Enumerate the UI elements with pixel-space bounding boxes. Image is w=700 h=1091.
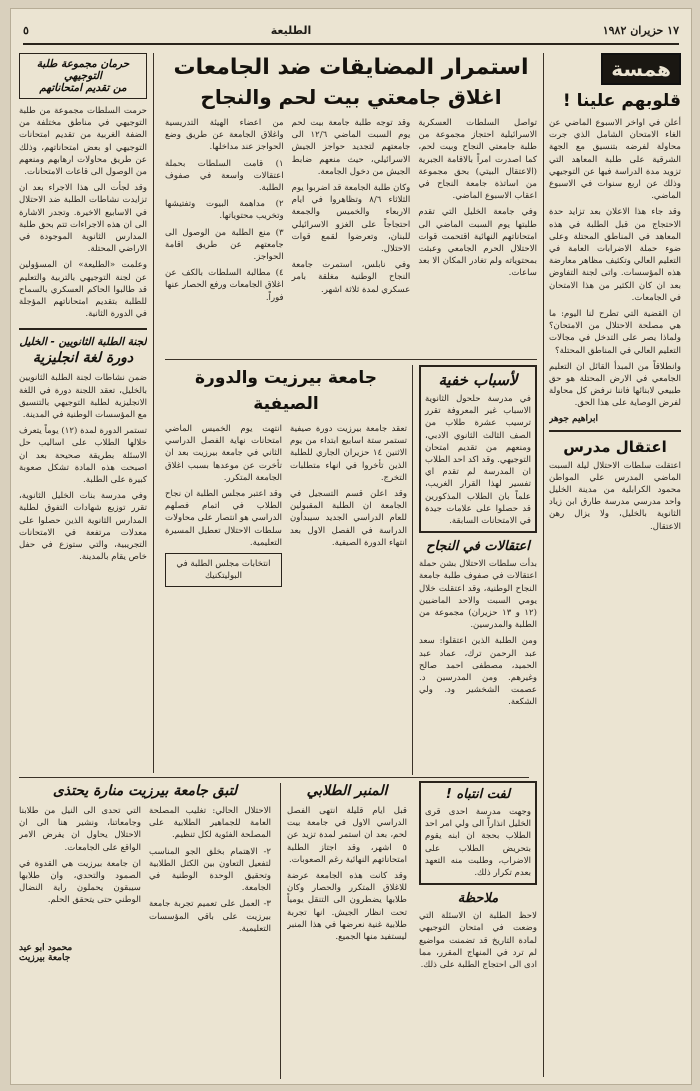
paragraph: وعلمت «الطليعة» ان المسؤولين عن لجنة التوجيهي بالتربية والتعليم قد طالبوا الحاكم العسكري بالسماح للطلبة بتقديم امتحاناتهم المؤجلة في الدورة الثانية. [19, 260, 147, 320]
kicker-line: من تقديم امتحاناتهم [39, 82, 127, 94]
left-mid-body [19, 372, 147, 563]
column-rule [153, 53, 154, 773]
section-rule [165, 359, 537, 360]
paragraph: وقد اعلن قسم التسجيل في الجامعة ان الطلبة المقبولين للعام الدراسي الجديد سيبدأون الدراسة في الفصل الاول بعد انتهاء الدورة الصيفية. [290, 489, 407, 548]
election-box: انتخابات مجلس الطلبة في البوليتكنيك [165, 553, 282, 587]
paragraph: وقد توجه طلبة جامعة بيت لحم يوم السبت الماضي ١٢/٦ الى جامعتهم لتجديد حواجز الجيش الاسرائيلي، حيث منعهم ضابط الجيش من دخول الجامعة. [291, 118, 411, 177]
paragraph: حرمت السلطات مجموعة من طلبة التوجيهي في مناطق مختلفة من الضفة الغربية من تقديم امتحانات التوجيهي او بعض امتحاناتهم، وذلك عن طريق محاولات ارهابهم ومنعهم من الوصول الى قاعات الامتحانات. [19, 106, 147, 178]
secret-body: في مدرسة حلحول الثانوية الاسباب غير المعروفة تقرر ترسيب عشرة طلاب من الصف الثالث الثانوي الادبي، ومنعهم من تقديم امتحان التوجيهي. وقد اكد احد الطلاب ان المدرسة لم تقدم اي تفسير لهذا القرار الغريب، علماً بان الطلاب المذكورين قد حصلوا على علامات جيدة في الامتحانات السابقة. [425, 394, 531, 527]
column-rule [543, 53, 544, 1077]
challenge-col2 [19, 805, 141, 939]
lead-headline-line1: استمرار المضايقات ضد الجامعات [173, 55, 529, 80]
issue-date: ١٧ حزيران ١٩٨٢ [602, 23, 679, 37]
paragraph: وقد لجأت الى هذا الاجراء بعد ان تزايدت نشاطات الطلبة ضد الاحتلال في الاسابيع الاخيرة. وتجدر الاشارة الى ان هذه الاجراءات تتم بحق طلبة المدارس الثانوية الموجودة في الاراضي المحتلة. [19, 183, 147, 255]
paragraph: وانطلاقاً من المبدأ القائل ان التعليم الجامعي في الارض المحتلة هو حق طبيعي لابنائها فاننا نرفض كل محاولة لفرض الوصاية على هذا الحق. [549, 361, 681, 409]
left-mid-kicker: لجنة الطلبة الثانويين - الخليل [19, 336, 147, 349]
birzeit-summer [165, 365, 407, 775]
paragraph: ان القضية التي تطرح لنا اليوم: ما هي مصلحة الاحتلال من الامتحان؟ ولماذا يصر على التدخل في مجالات التعليم العالي في المناطق المحتلة؟ [549, 309, 681, 356]
left-top-kicker [19, 53, 147, 99]
column-rule [412, 365, 413, 775]
birzeit-col2 [165, 423, 282, 587]
paragraph: وفي جامعة الخليل التي تقدم طلبتها يوم السبت الماضي الى امتحاناتهم النهائية اقتحمت قوات الاحتلال الحرم الجامعي وعبثت بمحتوياته ولم تغادر المكان الا بعد ساعات. [418, 207, 537, 279]
arrest-headline: اعتقال مدرس [563, 437, 667, 456]
lead-story [165, 53, 537, 353]
challenge-signature: جامعة بيرزيت [19, 953, 71, 964]
challenge-signature: محمود ابو عيد [19, 943, 73, 954]
paragraph: انتهت يوم الخميس الماضي امتحانات نهاية الفصل الدراسي الثاني في جامعة بيرزيت بعد ان تأخرت عن موعدها بسبب اغلاق الجامعة المتكرر. [165, 424, 282, 483]
paragraph: من اعضاء الهيئة التدريسية واغلاق الجامعة عن طريق وضع الحواجز عند مداخلها. [165, 118, 284, 153]
birzeit-challenge [19, 783, 271, 1079]
paragraph: بدأت سلطات الاحتلال بشن حملة اعتقالات في صفوف طلبة جامعة النجاح الوطنية، وقد اعتقلت خلال يومي السبت والاحد الماضيين (١٢ و ١٣ حزيران) مجموعة من الطلبة والمدرسين. [419, 559, 537, 631]
boxes-column [419, 365, 537, 775]
paragraph: تستمر الدورة لمدة (١٢) يوماً يتعرف خلالها الطلاب على اساليب حل الاسئلة بطريقة صحيحة بعد ان اصبحت هذه المادة تشكل صعوبة كبيرة على الطلبة. [19, 426, 147, 486]
paragraph: ضمن نشاطات لجنة الطلبة الثانويين بالخليل، تعقد اللجنة دورة في اللغة الانجليزية لطلبة التوجيهي بالتنسيق مع المؤسسات الوطنية في المدينة. [19, 373, 147, 421]
podium-headline: المنبر الطلابي [306, 783, 388, 799]
paragraph: التي تحدى الى النيل من طلابنا وجامعاتنا، ونشير هنا الى ان الاحتلال يحاول ان يفرض الامر الواقع على الجامعات. [19, 806, 141, 853]
paragraph: وفي نابلس، استمرت جامعة النجاح الوطنية مغلقة بامر عسكري لمدة ثلاثة اشهر. [291, 260, 411, 295]
column-rule [280, 783, 281, 1079]
student-podium [287, 783, 407, 1079]
attention-box [419, 781, 537, 885]
lead-headline-line2: اغلاق جامعتي بيت لحم والنجاح [200, 85, 502, 109]
najah-headline: اعتقالات في النجاح [426, 539, 530, 555]
paragraph: وكان طلبة الجامعة قد اضربوا يوم الثلاثاء ٨/٦ وتظاهروا في ايام الاربعاء والخميس والجمعة احتجاجاً على الغزو الاسرائيلي للبنان، وتعرضوا لقمع قوات الاحتلال. [291, 183, 411, 255]
paragraph: تعقد جامعة بيرزيت دورة صيفية تستمر ستة اسابيع ابتداء من يوم الاثنين ١٤ حزيران الجاري للطلبة الذين تأخروا في انهاء متطلبات التخرج. [290, 424, 407, 483]
lead-col3 [165, 117, 284, 308]
secret-box [419, 365, 537, 533]
note-headline: ملاحظة [457, 891, 499, 907]
attention-note [419, 781, 537, 1081]
lead-col1 [418, 117, 537, 308]
lead-col2 [292, 117, 411, 308]
birzeit-col1 [290, 423, 407, 587]
left-column [19, 53, 147, 773]
birzeit-headline: جامعة بيرزيت والدورة الصيفية [195, 368, 377, 414]
najah-body [419, 558, 537, 708]
left-mid-kicker: دورة لغة انجليزية [32, 350, 134, 367]
running-header [23, 17, 679, 45]
attention-body: وجهت مدرسة احدى قرى الخليل انذاراً الى ولي امر احد الطلاب بحجة ان ابنه يقوم بتحريض الطلاب على الاضراب، وطلبت منه التعهد بعدم تكرار ذلك. [425, 807, 531, 879]
right-body [549, 117, 681, 410]
podium-body [287, 805, 407, 943]
arrest-body: اعتقلت سلطات الاحتلال ليلة السبت الماضي المدرس علي المواطن محمود الكرابلية من مدينة الخليل واحد مدرسي مدرسة طارق ابن زياد الثانوية بالخليل، ولا يزال رهن الاعتقال. [549, 460, 681, 532]
paragraph: الاحتلال الحالي: تغليب المصلحة العامة للجماهير الطلابية على المصلحة الفئوية لكل تنظيم. [149, 806, 271, 841]
paragraph: وقد اعتبر مجلس الطلبة ان نجاح الطلاب في اتمام فصلهم الدراسي هو انتصار على محاولات سلطات الاحتلال تعطيل المسيرة التعليمية. [165, 489, 282, 548]
right-column [549, 53, 681, 1077]
paragraph: ٢) مداهمة البيوت وتفتيشها وتخريب محتوياتها. [165, 199, 284, 222]
hamsa-logo: همسة [601, 53, 681, 85]
paragraph: ٤) مطالبة السلطات بالكف عن اغلاق الجامعات ورفع الحصار عنها فوراً. [165, 268, 284, 303]
paragraph: تواصل السلطات العسكرية الاسرائيلية احتجاز مجموعة من طلبة جامعتي النجاح وبيت لحم، كما اصدرت امراً بالاقامة الجبرية (الاعتقال البيتي) بحق مجموعة من اساتذة جامعة النجاح في اعقاب الاسبوع الماضي. [418, 118, 537, 202]
attention-headline: لفت انتباه ! [445, 787, 511, 802]
paragraph: ٣- العمل على تعميم تجربة جامعة بيرزيت على باقي المؤسسات التعليمية. [149, 899, 271, 934]
paragraph: أعلن في اواخر الاسبوع الماضي عن الغاء الامتحان الشامل الذي جرت محاولة لفرضه بتنسيق مع الجهة الشرقية على طلبة المعاهد التي تزويد مدة الدراسة فيها عن التوجيهي وذلك عن اربع سنوات في الاسبوع الماضي. [549, 118, 681, 202]
left-top-body [19, 105, 147, 320]
paragraph: قبل ايام قليلة انتهى الفصل الدراسي الاول في جامعة بيت لحم، بعد ان استمر لمدة تزيد عن ٥ اشهر، وقد اجتاز الطلبة امتحاناتهم النهائية رغم الصعوبات. [287, 806, 407, 865]
paragraph: ان جامعة بيرزيت هي القدوة في الصمود والتحدي، وان طلابها سيبقون يحملون راية النضال الوطني حتى يتحقق الحلم. [19, 858, 141, 906]
paragraph: ٣) منع الطلبة من الوصول الى جامعتهم عن طريق اقامة الحواجز. [165, 227, 284, 263]
challenge-col1 [149, 805, 271, 939]
newspaper-page [10, 8, 692, 1085]
paragraph: وقد كانت هذه الجامعة عرضة للاغلاق المتكرر والحصار وكان طلابها يضطرون الى التنقل يومياً تحت انظار الجيش. انها تجربة طلابية غنية نعرضها في هذا المنبر ليستفيد منها الجميع. [287, 871, 407, 943]
paragraph: ١) قامت السلطات بحملة اعتقالات واسعة في صفوف الطلبة. [165, 158, 284, 194]
right-signature: ابراهيم جوهر [549, 413, 598, 424]
challenge-headline: لتبق جامعة بيرزيت منارة يحتذى [52, 783, 238, 799]
paragraph: وفي مدرسة بنات الخليل الثانوية، تقرر توزيع شهادات التفوق لطلبة المدارس الثانوية الذين حصلوا على معدلات مرتفعة في الامتحانات التجريبية، والتي ستوزع في حفل خاص يقام بالمدينة. [19, 491, 147, 563]
paragraph: وقد جاء هذا الاعلان بعد تزايد حدة الاحتجاج من قبل الطلبة في هذه المعاهد في المناطق المحتلة وعلى ضوء حملة الاضرابات العامة في التعليم العالي وتكثيف مظاهر معارضة هذه المؤسسات. واتى لجنة التفاوض بعد ان كان الكثير من هذا الامتحان في الجامعات. [549, 207, 681, 303]
section-rule [19, 777, 529, 778]
paper-name: الطليعة [270, 23, 312, 37]
page-number: ٥ [23, 23, 29, 37]
kicker-line: حرمان مجموعة طلبة التوجيهي [36, 58, 130, 82]
secret-headline: لأسباب خفية [438, 371, 518, 389]
paragraph: ومن الطلبة الذين اعتقلوا: سعد عبد الرحمن ترك، عماد عبد الحميد، مصطفى احمد صالح وغيرهم. ومن المدرسين د. عصمت الشخشير ود. ولي الشكعة. [419, 636, 537, 708]
paragraph: ٢- الاهتمام بخلق الجو المناسب لتفعيل التعاون بين الكتل الطلابية وتحقيق الوحدة الوطنية في الجامعة. [149, 846, 271, 894]
right-headline: قلوبهم علينا ! [562, 91, 681, 111]
note-body: لاحظ الطلبة ان الاسئلة التي وضعت في امتحان التوجيهي لمادة التاريخ قد تضمنت مواضيع لم ترد في المنهاج المقرر، مما ادى الى احتجاج الطلبة على ذلك. [419, 911, 537, 971]
